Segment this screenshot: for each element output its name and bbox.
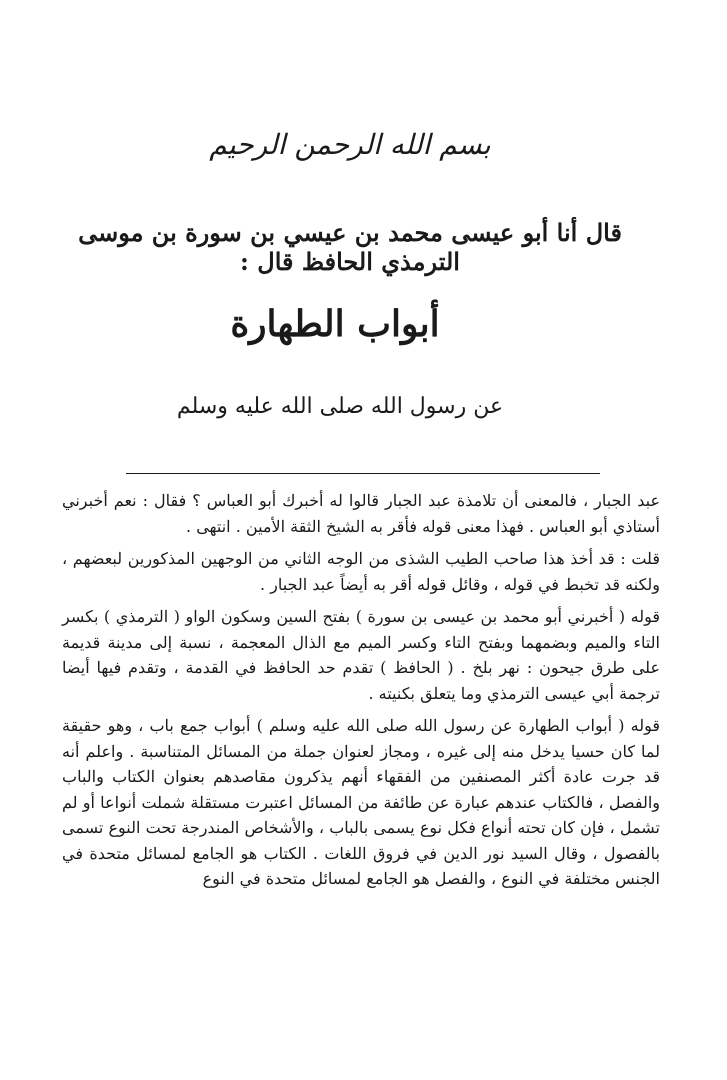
commentary-paragraph: قوله ( أخبرني أبو محمد بن عيسى بن سورة ) بفتح السين وسكون الواو ( الترمذي ) بكسر التاء والميم وبضمهما وبفتح التاء وكسر الميم مع الذال المعجمة ، نسبة إلى مدينة قديمة على طرق جيحون : نهر بلخ . ( الحافظ ) تقدم حد الحافظ في القدمة ، وتقدم فيها أيضا ترجمة أبي عيسى الترمذي وما يتعلق بكنيته . xyxy=(62,607,660,703)
basmala-heading: بسم الله الرحمن الرحيم xyxy=(209,128,491,161)
section-divider xyxy=(126,473,600,474)
commentary-body xyxy=(62,488,660,892)
commentary-paragraph: قلت : قد أخذ هذا صاحب الطيب الشذى من الوجه الثاني من الوجهين المذكورين لبعضهم ، ولكنه قد تخبط في قوله ، وقائل قوله أقر به أيضاً عبد الجبار . xyxy=(62,549,660,594)
commentary-paragraph: عبد الجبار ، فالمعنى أن تلامذة عبد الجبار قالوا له أخبرك أبو العباس ؟ فقال : نعم أخبرني أستاذي أبو العباس . فهذا معنى قوله فأقر به الشيخ الثقة الأمين . انتهى . xyxy=(62,491,660,536)
chapter-subtitle: عن رسول الله صلى الله عليه وسلم xyxy=(176,394,504,419)
chapter-title: أبواب الطهارة xyxy=(230,303,440,345)
commentary-paragraph: قوله ( أبواب الطهارة عن رسول الله صلى الله عليه وسلم ) أبواب جمع باب ، وهو حقيقة لما كان حسيا يدخل منه إلى غيره ، ومجاز لعنوان جملة من المسائل المتناسبة . واعلم أنه قد جرت عادة أكثر المصنفين من الفقهاء أنهم يذكرون مقاصدهم بعنوان الكتاب والباب والفصل ، فالكتاب عندهم عبارة عن طائفة من المسائل اعتبرت مستقلة شملت أنواعا أو لم تشمل ، فإن كان تحته أنواع فكل نوع يسمى بالباب ، والأشخاص المندرجة تحت النوع تسمى بالفصول ، وقال السيد نور الدين في فروق اللغات . الكتاب هو الجامع لمسائل متحدة في الجنس مختلفة في النوع ، والفصل هو الجامع لمسائل متحدة في النوع xyxy=(62,716,660,888)
narrator-line: قال أنا أبو عيسى محمد بن عيسي بن سورة بن موسى الترمذي الحافظ قال : xyxy=(78,218,622,276)
